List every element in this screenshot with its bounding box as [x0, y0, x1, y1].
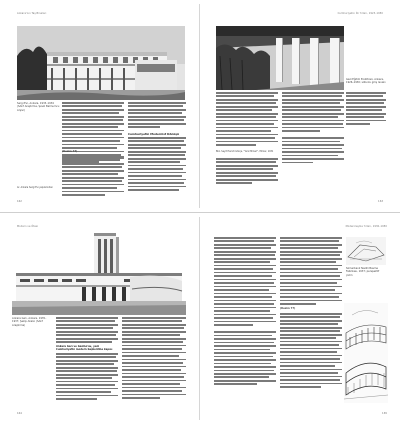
text-column-3 [346, 92, 386, 127]
page-number: 163 [378, 200, 383, 203]
text-column-1 [214, 237, 276, 387]
text-column-2 [280, 237, 342, 307]
text-column-2 [122, 317, 186, 401]
text-column-2b [128, 137, 186, 193]
text-column-1b [62, 156, 124, 198]
note-caption: Ar. Ankara Sergi Evi yapılarından [17, 186, 53, 189]
section-subhead: Cumhuriyetin Modernist Dönüşü [128, 132, 180, 136]
page-number: 164 [17, 412, 22, 415]
photo-caption: Sümerbank Nazilli Basma Fabrikası, 1937; perspektif çizim [346, 267, 380, 277]
footnote-caption: Bkz. Seyit Hamdi Gökçe, "Yeni Mimari", Mimar, 1931 [216, 150, 274, 153]
page-top-right [200, 0, 399, 212]
figure-ref: (Resim 77) [280, 307, 296, 310]
page-top-left [0, 0, 199, 212]
page-number: 165 [382, 412, 387, 415]
text-column-1 [216, 92, 278, 148]
factory-perspective-drawing [344, 303, 388, 403]
bottom-spread [0, 212, 400, 424]
photo-caption: Sergi Evi, Ankara, 1933–1934 (SALT Araştırma, Şevki Balmumcu Arşivi) [17, 102, 60, 112]
photo-caption: Ankara Garı, Ankara, 1935–1937; Şekip Akalın (SALT Araştırma) [12, 317, 47, 327]
figure-ref: (Resim 73) [62, 150, 78, 153]
sergi-evi-photo [17, 26, 185, 100]
running-head: Modern ve Ötesi [17, 225, 39, 228]
text-column-2 [282, 92, 344, 165]
text-column-1b [56, 353, 118, 402]
running-head: Modernleşme Yılları, 1930–1950 [345, 225, 387, 228]
bold-paragraph: Ankara Garı ve Gazino'su, yeni Cumhuriyetin modern başkentine kapısı [56, 345, 113, 352]
running-head: Ankara'nın Taş Binaları [17, 12, 47, 15]
running-head: Cumhuriyetin İlk Yılları, 1923–1950 [337, 12, 383, 15]
text-column-2b [280, 313, 342, 390]
page-bottom-left [0, 213, 199, 424]
colonnade-photo [216, 26, 344, 90]
text-column-1 [56, 317, 118, 345]
text-column-1b [216, 158, 278, 186]
page-number: 162 [17, 200, 22, 203]
ankara-gar-photo [12, 233, 186, 315]
page-bottom-right [200, 213, 399, 424]
text-column-2 [128, 102, 186, 130]
sketch-illustration-small [346, 237, 386, 265]
photo-caption: Gazi Eğitim Enstitüsü, Ankara, 1926–1930; sütunlu giriş revakı [346, 78, 386, 85]
